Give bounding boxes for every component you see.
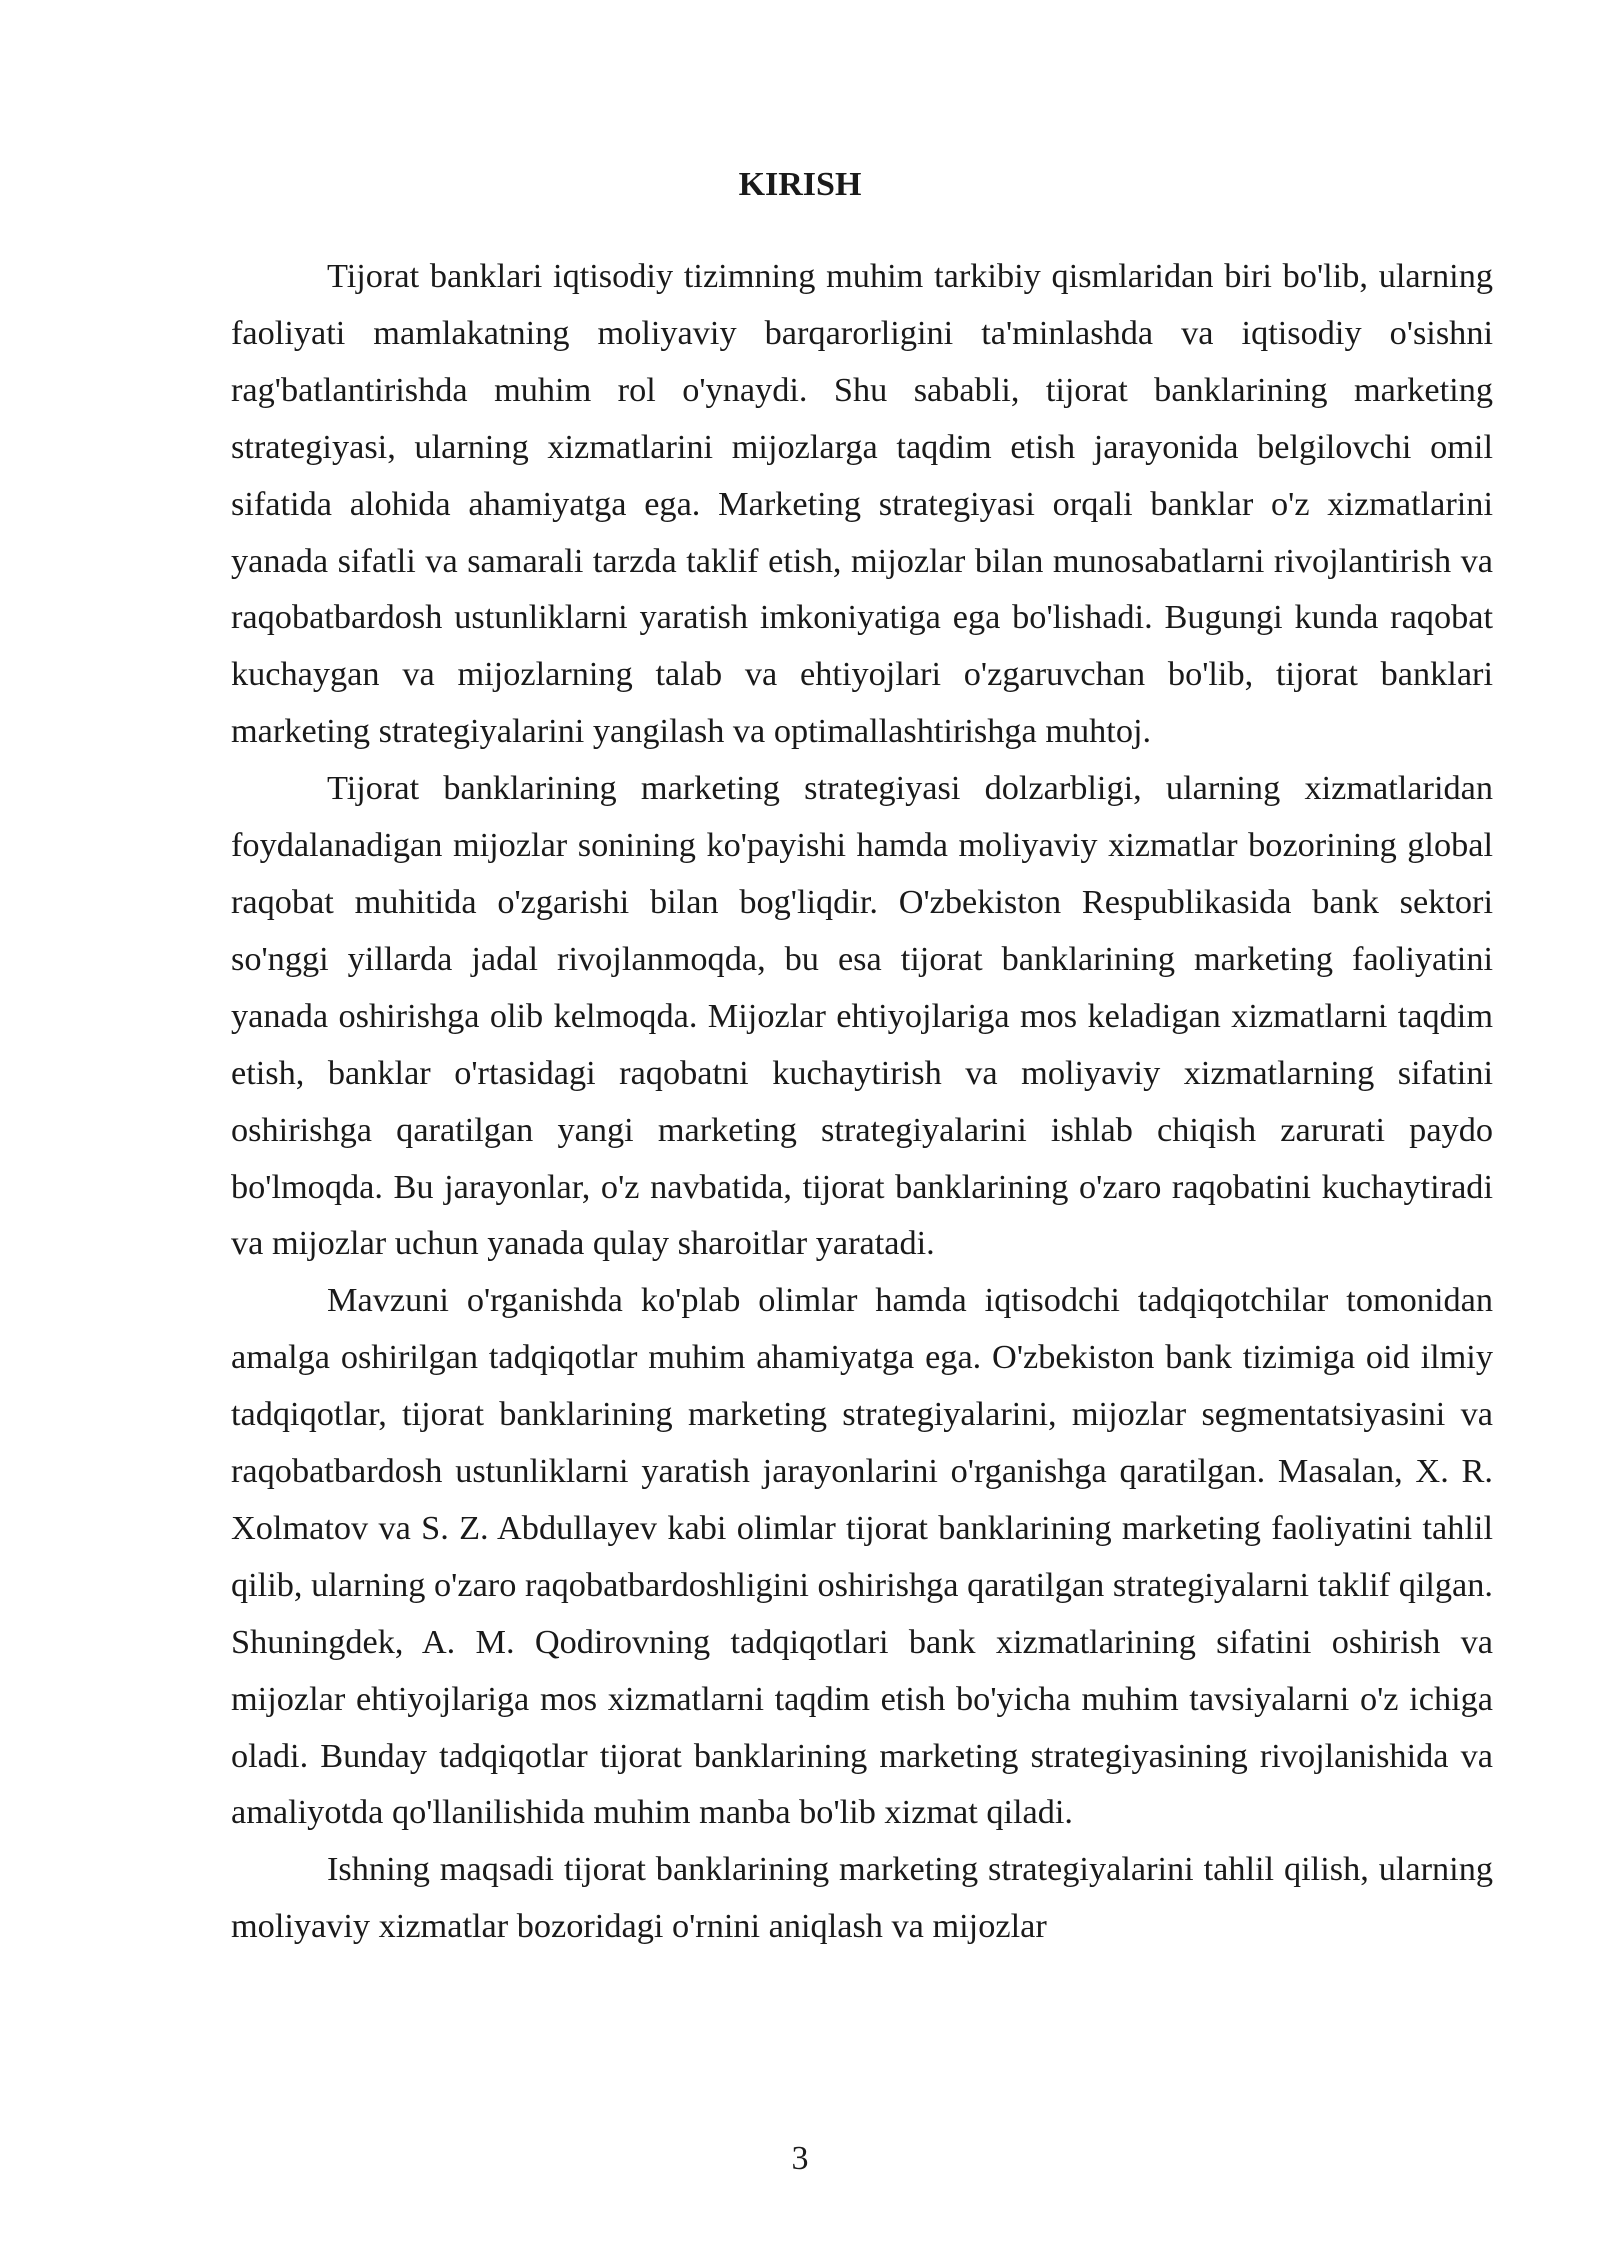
paragraph-1: Tijorat banklari iqtisodiy tizimning muhim tarkibiy qismlaridan biri bo'lib, ularning faoliyati mamlakatning moliyaviy barqarorligini ta'minlashda va iqtisodiy o'sishni rag'batlantirishda muhim rol o'ynaydi. Shu sababli, tijorat banklarining marketing strategiyasi, ularning xizmatlarini mijozlarga taqdim etish jarayonida belgilovchi omil sifatida alohida ahamiyatga ega. Marketing strategiyasi orqali banklar o'z xizmatlarini yanada sifatli va samarali tarzda taklif etish, mijozlar bilan munosabatlarni rivojlantirish va raqobatbardosh ustunliklarni yaratish imkoniyatiga ega bo'lishadi. Bugungi kunda raqobat kuchaygan va mijozlarning talab va ehtiyojlari o'zgaruvchan bo'lib, tijorat banklari marketing strategiyalarini yangilash va optimallashtirishga muhtoj.	[231, 257, 1493, 751]
paragraph-3: Mavzuni o'rganishda ko'plab olimlar hamda iqtisodchi tadqiqotchilar tomonidan amalga oshirilgan tadqiqotlar muhim ahamiyatga ega. O'zbekiston bank tizimiga oid ilmiy tadqiqotlar, tijorat banklarining marketing strategiyalarini, mijozlar segmentatsiyasini va raqobatbardosh ustunliklarni yaratish jarayonlarini o'rganishga qaratilgan. Masalan, X. R. Xolmatov va S. Z. Abdullayev kabi olimlar tijorat banklarining marketing faoliyatini tahlil qilib, ularning o'zaro raqobatbardoshligini oshirishga qaratilgan strategiyalarni taklif qilgan. Shuningdek, A. M. Qodirovning tadqiqotlari bank xizmatlarining sifatini oshirish va mijozlar ehtiyojlariga mos xizmatlarni taqdim etish bo'yicha muhim tavsiyalarni o'z ichiga oladi. Bunday tadqiqotlar tijorat banklarining marketing strategiyasining rivojlanishida va amaliyotda qo'llanilishida muhim manba bo'lib xizmat qiladi.	[231, 1281, 1493, 1832]
section-heading: KIRISH	[738, 166, 862, 203]
body-text	[231, 248, 1493, 1955]
paragraph-2: Tijorat banklarining marketing strategiyasi dolzarbligi, ularning xizmatlaridan foydalanadigan mijozlar sonining ko'payishi hamda moliyaviy xizmatlar bozorining global raqobat muhitida o'zgarishi bilan bog'liqdir. O'zbekiston Respublikasida bank sektori so'nggi yillarda jadal rivojlanmoqda, bu esa tijorat banklarining marketing faoliyatini yanada oshirishga olib kelmoqda. Mijozlar ehtiyojlariga mos keladigan xizmatlarni taqdim etish, banklar o'rtasidagi raqobatni kuchaytirish va moliyaviy xizmatlarning sifatini oshirishga qaratilgan yangi marketing strategiyalarini ishlab chiqish zarurati paydo bo'lmoqda. Bu jarayonlar, o'z navbatida, tijorat banklarining o'zaro raqobatini kuchaytiradi va mijozlar uchun yanada qulay sharoitlar yaratadi.	[231, 769, 1493, 1263]
page-number: 3	[791, 2140, 809, 2177]
paragraph-4: Ishning maqsadi tijorat banklarining marketing strategiyalarini tahlil qilish, ularning moliyaviy xizmatlar bozoridagi o'rnini aniqlash va mijozlar	[231, 1850, 1493, 1946]
